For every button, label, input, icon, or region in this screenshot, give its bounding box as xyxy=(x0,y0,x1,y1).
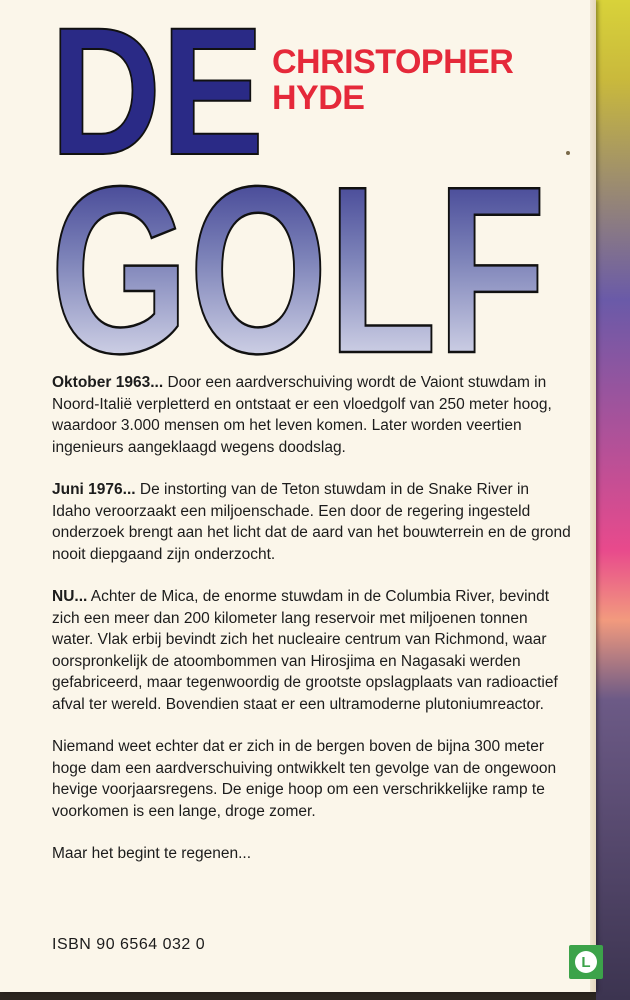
blurb-paragraph-3 xyxy=(52,586,572,715)
isbn: ISBN 90 6564 032 0 xyxy=(52,936,206,953)
sticker-logo-icon xyxy=(575,951,597,973)
title-de xyxy=(50,20,268,162)
blurb-text: Maar het begint te regenen... xyxy=(52,845,252,862)
title-golf xyxy=(50,172,550,362)
blurb-paragraph-2 xyxy=(52,479,572,565)
title-de-text: DE xyxy=(50,20,264,162)
author-name xyxy=(272,44,513,116)
blurb-text: Door een aardverschuiving wordt de Vaiont stuwdam in Noord-Italië verpletterd en ontstaat er een vloedgolf van 250 meter hoog, waardoor 3.000 mensen om het leven komen. Later worden veertien ingenieurs aangeklaagd wegens doodslag. xyxy=(52,374,552,456)
blurb-text: Achter de Mica, de enorme stuwdam in de Columbia River, bevindt zich een meer dan 200 kilometer lang reservoir met miljoenen tonnen water. Vlak erbij bevindt zich het nucleaire centrum van Richmond, waar oorspronkelijk de atoombommen van Hirosjima en Nagasaki werden gefabriceerd, maar tegenwoordig de grootste opslagplaats van radioactief afval ter wereld. Bovendien staat er een ultramoderne plutoniumreactor. xyxy=(52,588,558,713)
paper-speck xyxy=(566,151,570,155)
blurb-lead: Juni 1976... xyxy=(52,481,136,498)
blurb-lead: Oktober 1963... xyxy=(52,374,164,391)
blurb xyxy=(52,372,572,886)
cover-edge xyxy=(590,0,596,992)
blurb-text: Niemand weet echter dat er zich in de bergen boven de bijna 300 meter hoge dam een aardverschuiving ontwikkelt ten gevolge van de ongewoon hevige voorjaarsregens. De enige hoop om een verschrikkelijke ramp te voorkomen is een lange, droge zomer. xyxy=(52,738,557,820)
book-spine xyxy=(596,0,630,1000)
shop-sticker xyxy=(569,945,603,979)
sticker-letter: L xyxy=(581,953,591,971)
blurb-paragraph-1 xyxy=(52,372,572,458)
author-last-name: HYDE xyxy=(272,79,365,117)
blurb-lead: NU... xyxy=(52,588,88,605)
title-golf-text: GOLF xyxy=(50,172,546,362)
author-first-name: CHRISTOPHER xyxy=(272,43,514,81)
blurb-text: De instorting van de Teton stuwdam in de Snake River in Idaho veroorzaakt een miljoenschade. Een door de regering ingesteld onderzoek brengt aan het licht dat de aard van het bouwterrein en de grond nooit diepgaand zijn onderzocht. xyxy=(52,481,571,563)
blurb-paragraph-5 xyxy=(52,843,572,865)
blurb-paragraph-4 xyxy=(52,736,572,822)
